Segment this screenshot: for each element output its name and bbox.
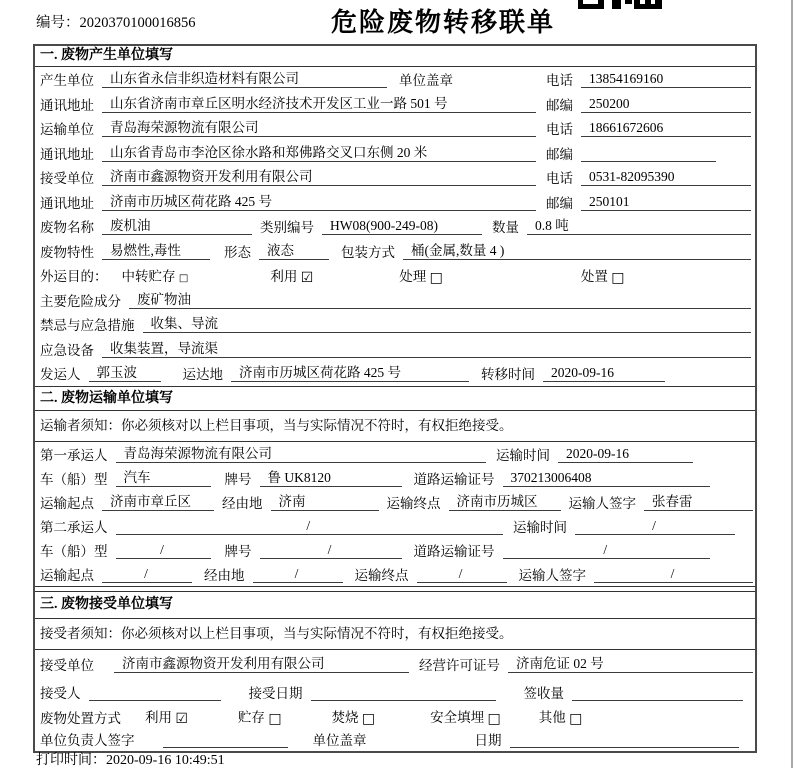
- vehicle-type-value: 汽车: [116, 469, 211, 487]
- waste-name-value: 废机油: [102, 217, 252, 235]
- transporter-unit-value: 青岛海荣源物流有限公司: [102, 119, 536, 137]
- shipper-label: 发运人: [40, 367, 81, 383]
- section3-body: [35, 650, 755, 751]
- print-time-label: 打印时间：: [36, 753, 106, 768]
- checkbox-unchecked-icon: □: [569, 711, 583, 727]
- carrier-signature-value: 张春雷: [644, 493, 753, 511]
- receiver-address-value: 济南市历城区荷花路 425 号: [102, 193, 536, 211]
- license-number-value: 济南危证 02 号: [508, 655, 753, 673]
- road-permit-2-value: /: [503, 541, 711, 559]
- second-carrier-label: 第二承运人: [40, 519, 108, 535]
- row-transfer-purpose: [35, 263, 755, 288]
- hazard-component-label: 主要危险成分: [40, 293, 121, 309]
- doc-serial-value: 2020370100016856: [79, 15, 196, 31]
- shipper-value: 郭玉波: [89, 364, 161, 382]
- doc-serial-label: 编号：: [36, 15, 80, 31]
- route-start-label: 运输起点: [40, 495, 94, 511]
- accept-seal-date-label: 日期: [474, 733, 502, 748]
- accept-unit-value: 济南市鑫源物资开发利用有限公司: [114, 655, 409, 673]
- emergency-equipment-value: 收集装置，导流渠: [102, 340, 751, 358]
- purpose-dispose-option: [581, 265, 625, 286]
- section2-header: 二. 废物运输单位填写: [35, 386, 755, 411]
- transporter-unit-label: 运输单位: [40, 122, 94, 138]
- transfer-purpose-label: 外运目的：: [40, 269, 108, 285]
- responsible-signature-value: [163, 730, 288, 748]
- row-producer-address: [35, 92, 755, 117]
- carrier-signature-2-value: /: [594, 565, 753, 583]
- manifest-table: [33, 44, 757, 753]
- packing-method-value: 桶(金属,数量 4 ): [403, 242, 751, 260]
- waste-category-value: HW08(900-249-08): [322, 217, 482, 235]
- first-carrier-label: 第一承运人: [40, 447, 108, 463]
- row-receiver-unit: [35, 165, 755, 190]
- waste-character-value: 易燃性,毒性: [102, 242, 210, 260]
- waste-character-label: 废物特性: [40, 244, 94, 260]
- disposal-other-text: 其他: [538, 710, 566, 725]
- section2-body: [35, 442, 755, 586]
- producer-zip-value: 250200: [581, 95, 751, 113]
- accept-seal-date-value: [510, 730, 740, 748]
- transport-time-2-label: 运输时间: [513, 519, 567, 535]
- road-permit-2-label: 道路运输证号: [413, 543, 495, 559]
- transporter-phone-label: 电话: [546, 122, 573, 138]
- checkbox-unchecked-icon: □: [178, 273, 189, 285]
- disposal-other-option: [539, 706, 583, 727]
- route-end-label: 运输终点: [386, 495, 441, 511]
- producer-phone-value: 13854169160: [581, 70, 751, 88]
- emergency-measures-label: 禁忌与应急措施: [40, 318, 135, 334]
- row-transporter-address: [35, 141, 755, 166]
- receiver-unit-value: 济南市鑫源物资开发利用有限公司: [102, 168, 536, 186]
- accept-date-value: [311, 683, 496, 701]
- transporter-address-value: 山东省青岛市李沧区徐水路和郑佛路交叉口东侧 20 米: [102, 144, 536, 162]
- carrier-signature-label: 运输人签字: [568, 495, 636, 511]
- vehicle-type-2-value: /: [116, 541, 211, 559]
- unit-seal-label: 单位盖章: [399, 73, 453, 89]
- transport-time-label: 运输时间: [496, 447, 550, 463]
- license-number-label: 经营许可证号: [419, 657, 500, 673]
- row-shipper: [35, 361, 755, 386]
- second-carrier-value: /: [116, 517, 504, 535]
- row-hazard-component: [35, 288, 755, 313]
- page-edge-line: [791, 0, 793, 768]
- producer-unit-value: 山东省永信非织造材料有限公司: [102, 70, 387, 88]
- disposal-landfill-text: 安全填埋: [430, 710, 485, 725]
- row-first-carrier: [35, 442, 755, 466]
- receiver-address-label: 通讯地址: [40, 195, 94, 211]
- plate-number-label: 牌号: [224, 471, 252, 487]
- accept-person-value: [89, 683, 221, 701]
- checkbox-unchecked-icon: □: [268, 711, 282, 727]
- route-end-2-label: 运输终点: [354, 567, 409, 583]
- emergency-measures-value: 收集、导流: [143, 315, 752, 333]
- checkbox-unchecked-icon: □: [361, 711, 376, 727]
- disposal-utilize-option: [145, 706, 188, 727]
- qr-code-fragment-icon: [578, 0, 662, 10]
- row-accept-unit: [35, 650, 755, 678]
- disposal-storage-text: 贮存: [237, 710, 265, 725]
- row-responsible-signature: [35, 728, 755, 751]
- section1-header: 一. 废物产生单位填写: [35, 46, 755, 67]
- row-second-carrier: [35, 514, 755, 538]
- producer-address-label: 通讯地址: [40, 97, 94, 113]
- section2-notice: 运输者须知：你必须核对以上栏目事项，当与实际情况不符时，有权拒绝接受。: [35, 411, 755, 442]
- row-vehicle-type-2: [35, 538, 755, 562]
- plate-number-value: 鲁 UK8120: [260, 469, 402, 487]
- waste-qty-label: 数量: [492, 220, 519, 236]
- route-start-2-value: /: [102, 565, 192, 583]
- purpose-utilize-option: [270, 265, 313, 286]
- disposal-incinerate-text: 焚烧: [331, 710, 359, 725]
- section1-body: [35, 67, 755, 386]
- destination-label: 运达地: [182, 367, 223, 383]
- receiver-phone-value: 0531-82095390: [581, 168, 751, 186]
- accept-date-label: 接受日期: [248, 685, 303, 701]
- accept-person-label: 接受人: [40, 685, 81, 701]
- transporter-zip-value: [581, 144, 716, 162]
- road-permit-label: 道路运输证号: [413, 471, 495, 487]
- receiver-zip-value: 250101: [581, 193, 751, 211]
- route-end-2-value: /: [417, 565, 507, 583]
- row-emergency-measures: [35, 312, 755, 337]
- carrier-signature-2-label: 运输人签字: [518, 567, 586, 583]
- emergency-equipment-label: 应急设备: [40, 342, 94, 358]
- purpose-treat-text: 处理: [399, 268, 427, 284]
- row-vehicle-type-1: [35, 466, 755, 490]
- transporter-phone-value: 18661672606: [581, 119, 751, 137]
- plate-number-2-label: 牌号: [224, 543, 252, 559]
- signed-quantity-value: [572, 683, 743, 701]
- section3-notice: 接受者须知：你必须核对以上栏目事项，当与实际情况不符时，有权拒绝接受。: [35, 619, 755, 650]
- transport-time-2-value: /: [575, 517, 735, 535]
- plate-number-2-value: /: [260, 541, 402, 559]
- road-permit-value: 370213006408: [503, 469, 711, 487]
- doc-title: 危险废物转移联单: [330, 8, 555, 37]
- producer-unit-label: 产生单位: [40, 73, 94, 89]
- row-waste-character: [35, 239, 755, 264]
- checkbox-unchecked-icon: □: [487, 711, 501, 727]
- signed-quantity-label: 签收量: [523, 685, 564, 701]
- responsible-signature-label: 单位负责人签字: [40, 733, 135, 748]
- transfer-time-value: 2020-09-16: [543, 364, 665, 382]
- checkbox-checked-icon: ☑: [175, 711, 188, 727]
- purpose-treat-option: [399, 265, 443, 286]
- waste-qty-value: 0.8 吨: [527, 217, 751, 235]
- disposal-landfill-option: [430, 706, 501, 727]
- route-via-label: 经由地: [222, 495, 263, 511]
- transporter-address-label: 通讯地址: [40, 146, 94, 162]
- disposal-storage-option: [238, 706, 282, 727]
- purpose-utilize-text: 利用: [270, 268, 298, 284]
- route-via-2-label: 经由地: [204, 567, 245, 583]
- waste-form-label: 形态: [224, 244, 251, 260]
- route-start-2-label: 运输起点: [40, 567, 94, 583]
- checkbox-checked-icon: ☑: [300, 269, 314, 286]
- purpose-dispose-text: 处置: [580, 268, 608, 284]
- row-route-1: [35, 490, 755, 514]
- route-start-value: 济南市章丘区: [102, 493, 214, 511]
- row-waste-name: [35, 214, 755, 239]
- waste-form-value: 液态: [259, 242, 329, 260]
- section3-header: 三. 废物接受单位填写: [35, 592, 755, 619]
- checkbox-unchecked-icon: □: [611, 269, 625, 286]
- waste-category-label: 类别编号: [260, 220, 314, 236]
- vehicle-type-2-label: 车（船）型: [40, 543, 108, 559]
- checkbox-unchecked-icon: □: [429, 269, 443, 286]
- disposal-utilize-text: 利用: [145, 710, 172, 725]
- producer-address-value: 山东省济南市章丘区明水经济技术开发区工业一路 501 号: [102, 95, 536, 113]
- receiver-unit-label: 接受单位: [40, 171, 94, 187]
- print-time: [36, 749, 225, 768]
- row-accept-person: [35, 678, 755, 706]
- accept-unit-label: 接受单位: [40, 657, 94, 673]
- waste-name-label: 废物名称: [40, 220, 94, 236]
- transporter-zip-label: 邮编: [546, 146, 573, 162]
- packing-method-label: 包装方式: [341, 244, 395, 260]
- producer-phone-label: 电话: [546, 73, 573, 89]
- producer-zip-label: 邮编: [546, 97, 573, 113]
- route-end-value: 济南市历城区: [449, 493, 561, 511]
- purpose-transit-storage-text: 中转贮存: [121, 269, 176, 285]
- hazard-component-value: 废矿物油: [129, 291, 751, 309]
- disposal-incinerate-option: [332, 706, 376, 727]
- route-via-value: 济南: [271, 493, 379, 511]
- route-via-2-value: /: [253, 565, 343, 583]
- vehicle-type-label: 车（船）型: [40, 471, 108, 487]
- print-time-value: 2020-09-16 10:49:51: [106, 753, 225, 768]
- row-transporter-unit: [35, 116, 755, 141]
- row-disposal-method: [35, 706, 755, 728]
- disposal-method-label: 废物处置方式: [40, 710, 121, 726]
- row-receiver-address: [35, 190, 755, 215]
- row-producer-unit: [35, 67, 755, 92]
- destination-value: 济南市历城区荷花路 425 号: [231, 364, 469, 382]
- receiver-phone-label: 电话: [546, 171, 573, 187]
- transport-time-value: 2020-09-16: [558, 445, 693, 463]
- purpose-transit-storage-option: [122, 265, 189, 285]
- transfer-time-label: 转移时间: [481, 367, 535, 383]
- unit-seal-2-label: 单位盖章: [312, 733, 367, 748]
- row-emergency-equipment: [35, 337, 755, 362]
- first-carrier-value: 青岛海荣源物流有限公司: [116, 445, 487, 463]
- receiver-zip-label: 邮编: [546, 195, 573, 211]
- row-route-2: [35, 562, 755, 586]
